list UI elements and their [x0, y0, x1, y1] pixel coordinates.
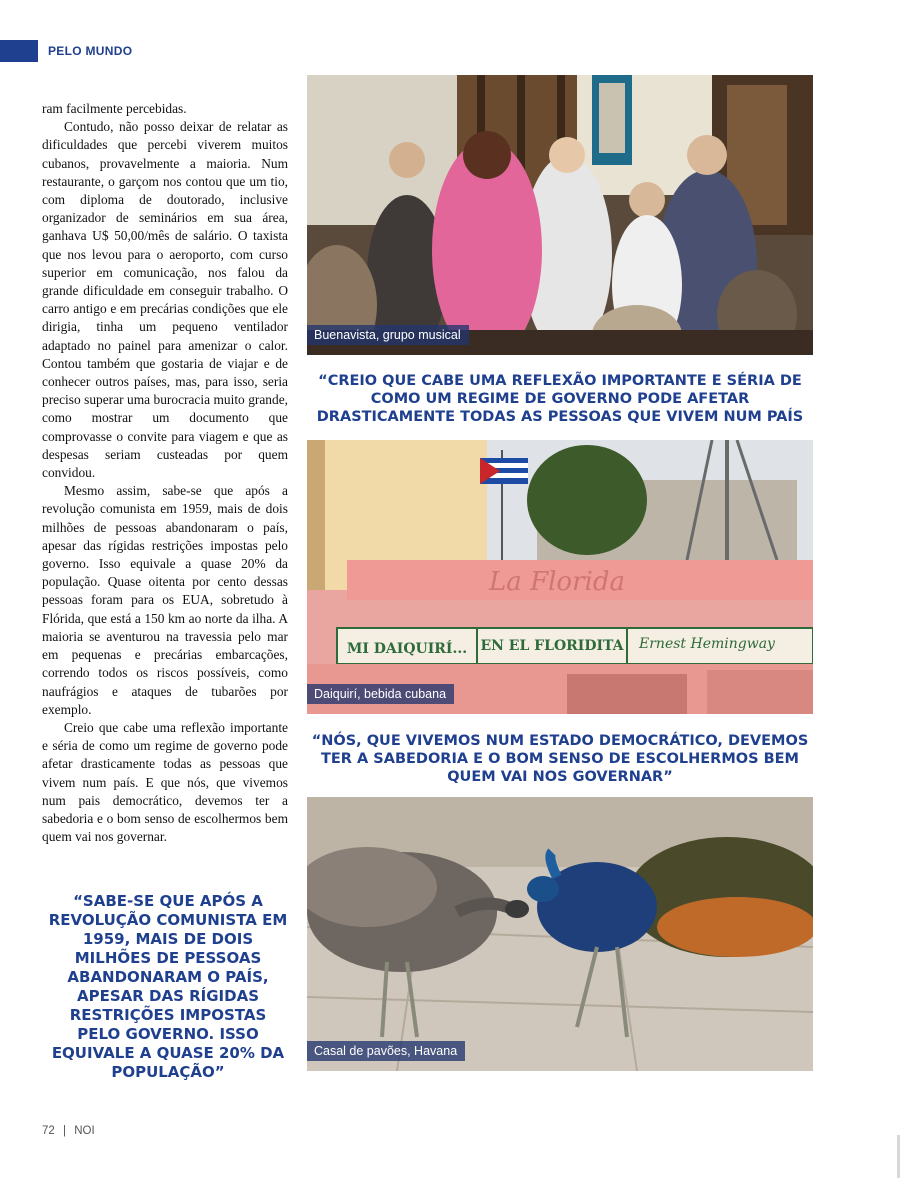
peacocks-illustration	[307, 797, 813, 1071]
pull-quote-2: “NÓS, QUE VIVEMOS NUM ESTADO DEMOCRÁTICO, DEVEMOS TER A SABEDORIA E O BOM SENSO DE ESCOLHERMOS BEM QUEM VAI NOS GOVERNAR”	[311, 733, 809, 785]
photo-caption: Daiquirí, bebida cubana	[307, 684, 454, 704]
photo-peacocks	[307, 797, 813, 1071]
pull-quote-1: “CREIO QUE CABE UMA REFLEXÃO IMPORTANTE E SÉRIA DE COMO UM REGIME DE GOVERNO PODE AFETAR DRASTICAMENTE TODAS AS PESSOAS QUE VIVEM NUM PAÍS	[316, 373, 804, 425]
body-paragraph: ram facilmente percebidas.	[42, 101, 187, 116]
magazine-name: NOI	[74, 1125, 95, 1137]
pull-quote-left: “SABE-SE QUE APÓS A REVOLUÇÃO COMUNISTA EM 1959, MAIS DE DOIS MILHÕES DE PESSOAS ABANDONARAM O PAÍS, APESAR DAS RÍGIDAS RESTRIÇÕES IMPOSTAS PELO GOVERNO. ISSO EQUIVALE A QUASE 20% DA POPULAÇÃO”	[48, 892, 288, 1081]
footer-separator: |	[63, 1125, 66, 1137]
page-footer	[42, 1125, 95, 1137]
body-paragraph: Mesmo assim, sabe-se que após a revolução comunista em 1959, mais de dois milhões de pessoas abandonaram o país, apesar das rígidas restrições impostas pelo governo. Isso equivale a quase 20% da população. Quase oitenta por cento dessas pessoas foram para os EUA, sobretudo à Flórida, que está a 150 km ao norte da ilha. A maioria se aventurou na travessia pelo mar em pequenas e precárias embarcações, correndo todos os riscos possíveis, como naufrágios e ataques de tubarões por exemplo.	[42, 483, 288, 717]
sign-mid: EN EL FLORIDITA	[480, 638, 624, 654]
floridita-illustration	[307, 440, 813, 714]
photo-floridita	[307, 440, 813, 714]
sign-script: Ernest Hemingway	[639, 636, 775, 652]
sign-left: MI DAIQUIRÍ...	[346, 641, 468, 657]
photo-caption: Casal de pavões, Havana	[307, 1041, 465, 1061]
section-header	[0, 40, 132, 62]
section-label: PELO MUNDO	[48, 44, 133, 58]
body-paragraph: Contudo, não posso deixar de relatar as dificuldades que percebi viverem muitos cubanos, provavelmente a maioria. Num restaurante, o garçom nos contou que um tio, com diploma de doutorado, inclusive organizador de seminários em sua área, ganhava U$ 50,00/mês de salário. O taxista que nos levou para o aeroporto, com curso superior em comunicação, nos falou da grande dificuldade em conseguir trabalho. O carro antigo e em precárias condições que ele dirigia, tinha um pequeno ventilador adaptado no painel para amenizar o calor. Contou também que gostaria de viajar e de conhecer outros países, mas, para isso, seria preciso superar uma burocracia muito grande, como mostrar um documento que comprovasse o convite para viagem e que as despesas seriam custeadas por quem convidou.	[42, 119, 288, 481]
body-paragraph: Creio que cabe uma reflexão importante e séria de como um regime de governo pode afetar drasticamente todas as pessoas que vivem num país. E que nós, que vivemos num pais democrático, devemos ter a sabedoria e o bom senso de escolhermos bem quem vai nos governar.	[42, 719, 288, 845]
photo-caption: Buenavista, grupo musical	[307, 325, 469, 345]
photo-band	[307, 75, 813, 355]
facade-sign: La Florida	[489, 567, 625, 597]
section-color-bar	[0, 40, 38, 62]
band-illustration	[307, 75, 813, 355]
article-body	[42, 100, 288, 846]
page-number: 72	[42, 1125, 55, 1137]
